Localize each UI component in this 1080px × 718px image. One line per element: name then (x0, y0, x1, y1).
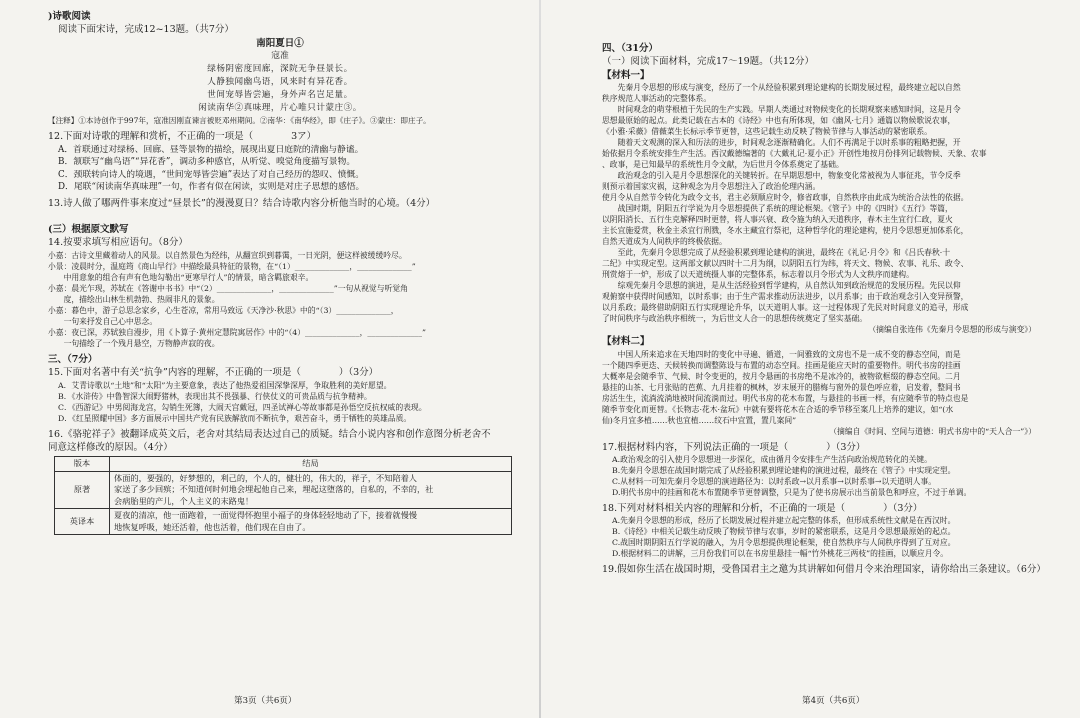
material-line: 观俯察中获得时间感知，以时系事；由于生产需求推动历法进步，以月系事；由于政治观念引入变异预警， (602, 292, 969, 302)
material-line: 了时间秩序与政治秩序相统一，为后世文人合一的思想传统奠定了坚实基础。 (602, 314, 868, 324)
material-line: 一个随四季更迭、天候转换而调整陈设与布置的动态空间。挂画是能应天时的重要物件。明代书房的挂画 (602, 360, 961, 370)
section-heading-dictation: (三）根据原文默写 (48, 223, 129, 235)
q17-option-c: C.从材料一可知先秦月令思想的演进路径为：以时系政→以月系事→以时系事→以天道明人事。 (612, 477, 937, 487)
q17-option-d: D.明代书房中的挂画和花木布置随季节更替调整，只是为了使书房展示出当前景色和呼应，不过于单调。 (612, 488, 972, 498)
q12-option-a: A．首联通过对绿杨、回廊、昼等景物的描绘，展现出夏日庭院的清幽与静谧。 (58, 144, 364, 155)
ending-line: 会病胎里的产儿，个人主义的末路鬼！ (114, 495, 254, 506)
material-line: 则预示着国家灾祸，这种观念为月令思想注入了政治伦理内涵。 (602, 182, 821, 192)
poem-line: 世间宠辱皆尝遍，身外声名岂足量。 (207, 90, 353, 101)
table-row (55, 471, 512, 509)
question-12: 12.下面对诗歌的理解和赏析，不正确的一项是（ 3ア） (48, 131, 317, 143)
question-14: 14.按要求填写相应语句。（8分） (48, 237, 188, 249)
q17-option-b: B.先秦月令思想在战国时期完成了从经验积累到理论建构的演进过程，最终在《管子》中实现定型。 (612, 466, 956, 476)
q14-line: 小嘉：古诗文里藏着动人的风景。以自然景色为经纬，从翻宣织到暮霭，一日光阴，便这样被缓缓吟尽。 (48, 250, 407, 260)
q12-option-c: C．颈联转向诗人的境遇，“世间宠辱皆尝遍”表达了对自己经历的怨叹、愤慨。 (58, 169, 365, 180)
poem-author: 寇准 (271, 51, 289, 62)
q15-option-b: B．《水浒传》中鲁智深大闹野猪林，表现出其不畏强暴、行侠仗义的可贵品质与抗争精神。 (58, 391, 372, 401)
table-header-ending: 结局 (110, 457, 512, 472)
material-line: 随着天文观测的深入和历法的进步，时间观念逐渐精确化。人们不再满足于以时系事的粗略把握，开 (602, 138, 961, 148)
material-line: 主长宜施爱赏，秋金主杀宜行刑戮，冬水主藏宜行祭祀，这种哲学化的理论建构，使月令思想更加体系化， (602, 226, 969, 236)
material-line: 秩序规范人事活动的完整体系。 (602, 94, 712, 104)
question-17: 17.根据材料内容，下列说法正确的一项是（ ）（3分） (602, 441, 866, 453)
section-heading-three: 三、（7分） (48, 353, 98, 365)
section-heading-poetry: )诗歌阅读 (48, 11, 91, 22)
material-line: 房活生生，流淌流淌地被时间流淌而过。明代书房的花木布置，与悬挂的书画一样，有应随季节的特点也是 (602, 393, 969, 403)
q15-option-d: D．《红星照耀中国》多方面展示中国共产党有民族解放而不断抗争，艰苦奋斗，勇于牺牲的英雄品质。 (58, 413, 412, 423)
question-16: 16.《骆驼祥子》被翻译成英文后，老舍对其结局表达过自己的质疑。结合小说内容和创作意图分析老舍不 (48, 428, 491, 440)
poem-annotation: 【注释】①本诗创作于997年，寇准因刚直谏言被贬邓州期间。②南华：《南华经》，即《庄子》。③蒙庄：即庄子。 (48, 116, 431, 126)
q15-option-a: A．艾青诗歌以“土地”和“太阳”为主要意象，表达了他热爱祖国深挚深厚，争取胜利的美好愿望。 (58, 380, 392, 390)
sub-section-one: （一）阅读下面材料，完成17～19题。（共12分） (602, 56, 815, 68)
material-2-body (602, 349, 1050, 426)
material-1-title: 【材料一】 (602, 69, 650, 81)
material-line: 至此，先秦月令思想完成了从经验积累到理论建构的演进，最终在《礼记·月令》和《吕氏春秋·十 (602, 248, 951, 258)
material-line: 《小雅·采薇》借薇菜生长标示季节更替，这些记载生动反映了物候节律与人事活动的紧密联系。 (602, 127, 932, 137)
material-line: 政治观念的引入是月令思想深化的关键转折。在早期思想中，物象变化常被视为人事征兆，节令反季 (602, 171, 961, 181)
material-line: 战国时期，阴阳五行学说为月令思想提供了系统的理论框架。《管子》中的《四时》《五行》等篇， (602, 204, 953, 214)
page-footer-3: 第3页（共6页） (234, 696, 297, 706)
table-row (55, 509, 512, 535)
poem-line: 闲读南华②真味理，片心唯只计蒙庄③。 (198, 103, 362, 114)
page-4 (540, 0, 1080, 718)
question-19: 19.假如你生活在战国时期，受鲁国君主之邀为其讲解如何借月令来治理国家，请你给出三条建议。（6分） (602, 564, 1046, 576)
section-heading-four: 四、（31分） (602, 43, 658, 54)
page-footer-4: 第4页（共6页） (802, 696, 865, 706)
poem-body (48, 63, 512, 116)
material-line: 、政事，是已知最早的系统性月令文献，为后世月令体系奠定了基础。 (602, 160, 844, 170)
ending-comparison-table (54, 456, 512, 535)
q14-line: 小嘉：夜已深，苏轼独自漫步，用《卜算子·黄州定慧院寓居作》中的“（4）______________，______________” (48, 327, 426, 337)
question-13: 13.诗人做了哪两件事来度过“昼景长”的漫漫夏日？结合诗歌内容分析他当时的心境。（4分） (48, 198, 436, 210)
q18-option-c: C.战国时期阴阳五行学说的融入，为月令思想提供理论框架，使自然秩序与人间秩序得到了互对应。 (612, 538, 956, 548)
material-line: 时间观念的萌芽根植于先民的生产实践。早期人类通过对物候变化的长期观察来感知时间，这是月令 (602, 105, 961, 115)
material-line: 仙)冬月宜多植……秋也宜植……纹石中宜置，置几案间” (602, 415, 797, 425)
material-line: 二纪》中实现定型。这两部文献以四时十二月为纲，以阴阳五行为纬，将天文、物候、农事、礼乐、政令、 (602, 259, 969, 269)
q17-option-a: A.政治观念的引入使月令思想进一步深化，成由循月令安排生产生活向政治规范转化的关键。 (612, 455, 932, 465)
q14-line: 一句来抒发自己心中思念。 (48, 316, 158, 326)
material-line: 使月令从自然节令转化为政令文书，君主必须顺应时令，修省政事，自然秩序由此成为统治合法性的依据。 (602, 193, 969, 203)
material-line: 大概率是会随季节、气候、时令变更的，按月令悬画的书房绝不是冰冷的，被物欲框缀的静态空间。二月 (602, 371, 961, 381)
ending-cell (110, 471, 512, 509)
material-line: 先秦月令思想的形成与演变，经历了一个从经验积累到理论建构的长期发展过程，最终建立起以自然 (602, 83, 961, 93)
q14-line: 小嘉：晨光乍现，苏轼在《答谢中书书》中“（2）______________，______________”一句从视觉与听觉角 (48, 283, 408, 293)
material-line: 综观先秦月令思想的演进，是从生活经验到哲学建构，从自然认知到政治规范的发展历程。先民以仰 (602, 281, 961, 291)
question-15: 15.下面对名著中有关“抗争”内容的理解，不正确的一项是（ ）（3分） (48, 367, 379, 379)
poem-title: 南阳夏日① (256, 37, 304, 49)
version-cell: 英译本 (55, 509, 110, 535)
q14-line: 小嘉：暮色中，游子总思念家乡，心生苍凉，常用马致远《天净沙·秋思》中的“（3）______________， (48, 305, 399, 315)
q14-line: 小景：凌晨时分，温庭筠《商山早行》中描绘最具特征的景物，在“（1）______________，______________” (48, 261, 416, 271)
material-1-source: （摘编自张连伟《先秦月令思想的形成与演变》） (868, 325, 1036, 335)
poem-line: 人静独闻幽鸟语，风来时有异花香。 (207, 76, 353, 87)
ending-line: 体面的，要强的，好梦想的，利己的，个人的，健壮的，伟大的，祥子，不知陪着人 (114, 472, 417, 483)
material-line: 自然天道成为人间秩序的终极依据。 (602, 237, 727, 247)
material-line: 随季节变化而更替。《长物志·花木·盆玩》中就有要将花木在合适的季节移至案几上培养的建议，如“(水 (602, 404, 954, 414)
material-2-title: 【材料二】 (602, 336, 650, 348)
table-header-version: 版本 (55, 457, 110, 472)
material-line: 以月系政；最终借助阴阳五行实现理论升华，以天道明人事。这一过程体现了先民对时间意义的追寻，形成 (602, 303, 969, 313)
q15-option-c: C．《西游记》中男阅海龙宫，勾销生死簿，大闹天宫戴冠，四圣试禅心等故事都是孙悟空反抗权威的表现。 (58, 402, 427, 412)
material-line: 中国人所来追求在天地四时的变化中寻遍、循道，一间雅致的文房也不是一成不变的静态空间，而是 (602, 349, 961, 359)
q12-option-b: B．颔联写“幽鸟语”“异花香”，调动多种感官，从听觉、嗅觉角度描写景物。 (58, 157, 356, 168)
question-18: 18.下列对材料相关内容的理解和分析，不正确的一项是（ ）（3分） (602, 503, 923, 515)
q14-line: 中用意象的组合有声有色地勾勒出“更寒早行人”的情景，暗含羁旅艰辛。 (48, 272, 314, 282)
question-16-cont: 同意这样修改的原因。（4分） (48, 441, 173, 453)
ending-cell (110, 509, 512, 535)
material-line: 刑赏熔于一炉，形成了以天道统摄人事的完整体系，标志着以月令形式为人文秩序而建构。 (602, 270, 914, 280)
material-line: 以阴阳消长、五行生克解释四时更替，将人事兴衰、政令施为纳入天道秩序，春木主生宜行仁政，夏火 (602, 215, 953, 225)
q18-option-a: A.先秦月令思想的形成，经历了长期发展过程并建立起完整的体系，但形成系统性文献是在西汉时。 (612, 516, 956, 526)
ending-line: 夏夜的清凉，他一面跑着，一面觉得怀抱里小福子的身体轻轻地动了下，接着就慢慢 (114, 510, 417, 521)
material-1-body (602, 82, 1050, 324)
poetry-instructions: 阅读下面宋诗，完成12~13题。（共7分） (58, 24, 234, 36)
version-cell: 原著 (55, 471, 110, 509)
q14-line: 度，描绘出山林生机勃勃、热闹非凡的景象。 (48, 294, 220, 304)
q14-line: 一句描绘了一个残月悬空，万物静声寂的夜。 (48, 338, 220, 348)
poem-line: 绿杨阴密度回廊，深院无争昼景长。 (207, 63, 353, 74)
ending-line: 家送了多少回殡；不知道何时何地会埋起他自己来，埋起这堕落的，自私的，不幸的，社 (114, 484, 434, 495)
material-line: 始依据月令系统安排生产生活。西汉戴德编著的《大戴礼记·夏小正》开创性地按月份排列记载物候、天象、农事 (602, 149, 987, 159)
material-line: 悬挂的山茶、七月张贴的芭蕉、九月挂着的枫林，岁末展开的腊梅与窗外的景色呼应着，启发着，整间书 (602, 382, 961, 392)
q12-option-d: D．尾联“闲读南华真味理”一句，作者有似在闲读，实则是对庄子思想的感悟。 (58, 182, 365, 193)
q18-option-b: B.《诗经》中相关记载生动反映了物候节律与农事，岁时的紧密联系，这是月令思想最原始的起点。 (612, 527, 956, 537)
q18-option-d: D.根据材料二的讲解，三月份我们可以在书房里悬挂一幅“竹外桃花三两枝”的挂画，以顺应月令。 (612, 549, 949, 559)
material-2-source: （摘编自《时间、空间与道德：明式书房中的“天人合一”》） (829, 426, 1036, 436)
material-line: 思想最原始的起点。此类记载在古本的《诗经》中也有所体现，如《幽风·七月》通篇以物候歌说农事， (602, 116, 956, 126)
ending-line: 地恢复呼吸，她还活着，他也活着，他们现在自由了。 (114, 521, 311, 532)
